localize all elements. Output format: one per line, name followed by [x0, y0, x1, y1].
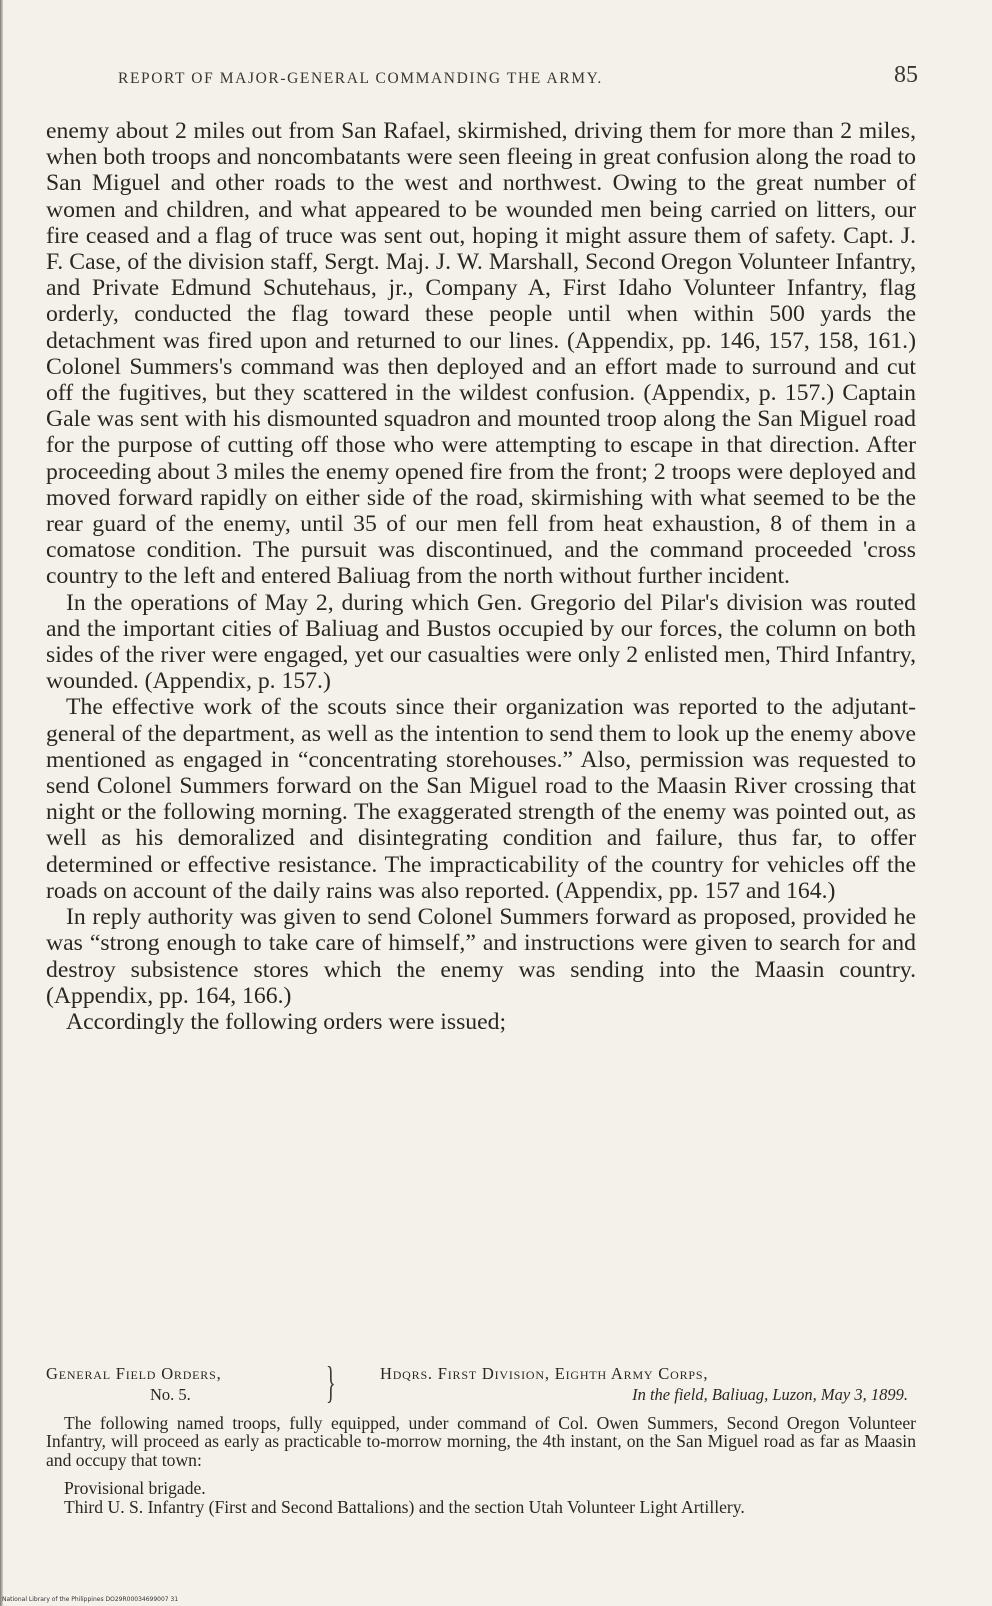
paragraph-5: Accordingly the following orders were issued; — [66, 1008, 507, 1035]
paragraph-3: The effective work of the scouts since their organization was reported to the adjutant-general of the department, as well as the intention to send them to look up the enemy above mentioned as engaged in “concentrating storehouses.” Also, permission was requested to send Colonel Summers forward on the San Miguel road to the Maasin River crossing that night or the following morning. The exaggerated strength of the enemy was pointed out, as well as his demoralized and disintegrating condition and failure, thus far, to offer determined or effective resistance. The impracticability of the country for vehicles off the roads on account of the daily rains was also reported. (Appendix, pp. 157 and 164.) — [46, 694, 916, 904]
orders-brace: } — [326, 1358, 336, 1407]
paragraph-4: In reply authority was given to send Colonel Summers forward as proposed, provided he was “strong enough to take care of himself,” and instructions were given to search for and destroy subsistence stores which the enemy was sending into the Maasin country. (Appendix, pp. 164, 166.) — [46, 904, 916, 1009]
body-text — [46, 118, 916, 1035]
orders-headquarters: Hdqrs. First Division, Eighth Army Corps, — [380, 1364, 709, 1383]
orders-number: No. 5. — [150, 1385, 191, 1404]
running-head — [118, 62, 918, 92]
orders-designation — [46, 1358, 336, 1407]
scan-footer: National Library of the Philippines DO29R00034699007 31 — [2, 1596, 179, 1603]
page-edge — [0, 0, 3, 1606]
orders-title: General Field Orders, — [46, 1364, 222, 1383]
orders-paragraph-1: The following named troops, fully equipped, under command of Col. Owen Summers, Second Oregon Volunteer Infantry, will proceed as early as practicable to-morrow morning, the 4th instant, on the San Miguel road as far as Maasin and occupy that town: — [46, 1413, 916, 1470]
orders-origin — [356, 1363, 936, 1405]
page-number: 85 — [894, 62, 918, 88]
orders-paragraph-3: Third U. S. Infantry (First and Second Battalions) and the section Utah Volunteer Light Artillery. — [64, 1496, 745, 1517]
paragraph-2: In the operations of May 2, during which Gen. Gregorio del Pilar's division was routed and the important cities of Baliuag and Bustos occupied by our forces, the column on both sides of the river were engaged, yet our casualties were only 2 enlisted men, Third Infantry, wounded. (Appendix, p. 157.) — [46, 589, 916, 695]
orders-header — [46, 1358, 916, 1411]
orders-body — [46, 1414, 916, 1516]
running-title: REPORT OF MAJOR-GENERAL COMMANDING THE ARMY. — [118, 70, 603, 87]
paragraph-1: enemy about 2 miles out from San Rafael, skirmished, driving them for more than 2 miles, when both troops and noncombatants were seen fleeing in great confusion along the road to San Miguel and other roads to the west and northwest. Owing to the great number of women and children, and what appeared to be wounded men being carried on litters, our fire ceased and a flag of truce was sent out, hoping it might assure them of safety. Capt. J. F. Case, of the division staff, Sergt. Maj. J. W. Marshall, Second Oregon Volunteer Infantry, and Private Edmund Schutehaus, jr., Company A, First Idaho Volunteer Infantry, flag orderly, conducted the flag toward these people until when within 500 yards the detachment was fired upon and returned to our lines. (Appendix, pp. 146, 157, 158, 161.) Colonel Summers's command was then deployed and an effort made to surround and cut off the fugitives, but they scattered in the wildest confusion. (Appendix, p. 157.) Captain Gale was sent with his dismounted squadron and mounted troop along the San Miguel road for the purpose of cutting off those who were attempting to escape in that direction. After proceeding about 3 miles the enemy opened fire from the front; 2 troops were deployed and moved forward rapidly on either side of the road, skirmishing with what seemed to be the rear guard of the enemy, until 35 of our men fell from heat exhaustion, 8 of them in a comatose condition. The pursuit was discontinued, and the command proceeded 'cross country to the left and entered Baliuag from the north without further incident. — [46, 118, 916, 590]
orders-place-date: In the field, Baliuag, Luzon, May 3, 1899. — [632, 1385, 908, 1404]
orders-paragraph-2: Provisional brigade. — [64, 1478, 206, 1499]
